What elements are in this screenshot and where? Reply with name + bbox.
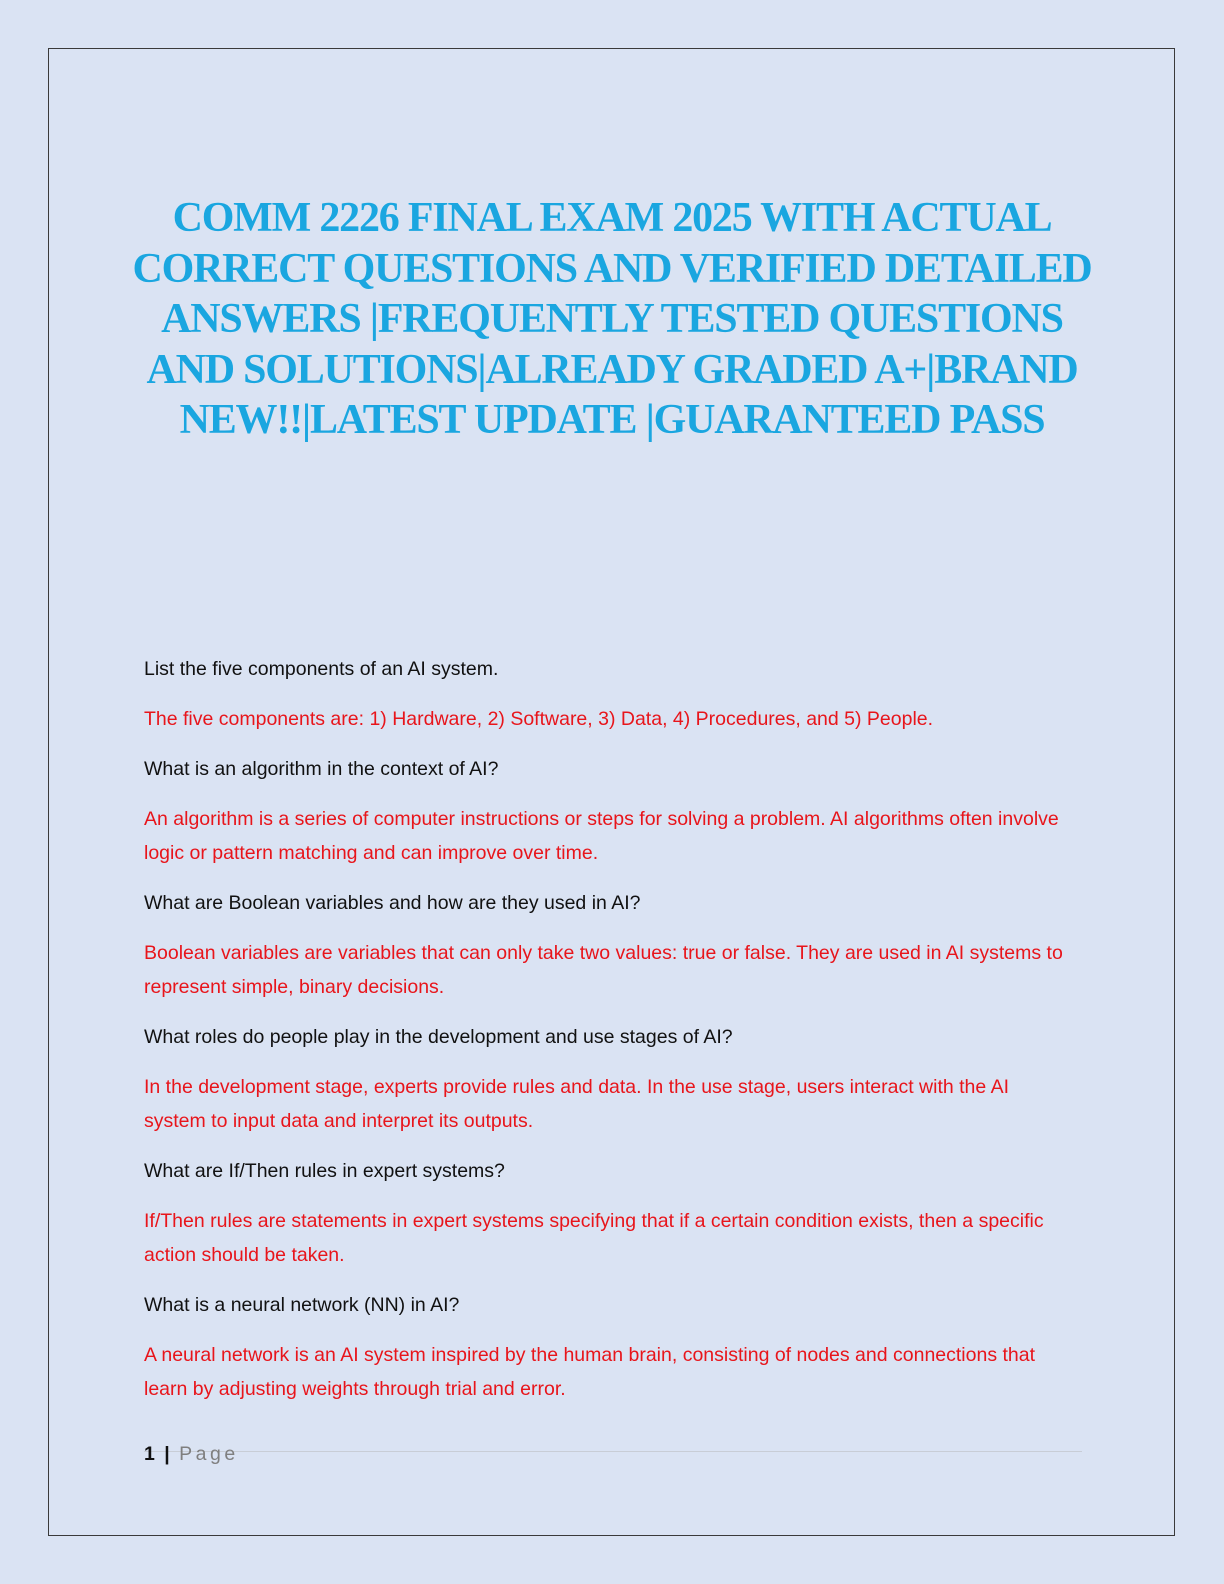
page-label: Page <box>179 1443 239 1465</box>
question-6: What is a neural network (NN) in AI? <box>144 1294 460 1316</box>
question-3: What are Boolean variables and how are they used in AI? <box>144 892 641 914</box>
question-2: What is an algorithm in the context of AI? <box>144 758 499 780</box>
answer-6: A neural network is an AI system inspired by the human brain, consisting of nodes and connections that learn by adjusting weights through trial and error. <box>144 1344 1036 1400</box>
question-1: List the five components of an AI system. <box>144 658 499 680</box>
footer-divider <box>144 1451 1082 1452</box>
answer-2: An algorithm is a series of computer instructions or steps for solving a problem. AI algorithms often involve logic or pattern matching and can improve over time. <box>144 808 1059 864</box>
qa-list <box>144 652 1074 1422</box>
question-4: What roles do people play in the development and use stages of AI? <box>144 1026 733 1048</box>
answer-3: Boolean variables are variables that can only take two values: true or false. They are used in AI systems to represent simple, binary decisions. <box>144 942 1063 998</box>
document-title: COMM 2226 FINAL EXAM 2025 WITH ACTUAL CORRECT QUESTIONS AND VERIFIED DETAILED ANSWERS |FREQUENTLY TESTED QUESTIONS AND SOLUTIONS|ALREADY GRADED A+|BRAND NEW!!|LATEST UPDATE |GUARANTEED PASS <box>132 195 1092 443</box>
page-footer <box>144 1440 239 1468</box>
page-number: 1 <box>144 1443 155 1465</box>
answer-4: In the development stage, experts provide rules and data. In the use stage, users interact with the AI system to input data and interpret its outputs. <box>144 1076 1010 1132</box>
footer-separator: | <box>164 1443 170 1465</box>
answer-5: If/Then rules are statements in expert systems specifying that if a certain condition exists, then a specific action should be taken. <box>144 1210 1044 1266</box>
question-5: What are If/Then rules in expert systems? <box>144 1160 505 1182</box>
answer-1: The five components are: 1) Hardware, 2) Software, 3) Data, 4) Procedures, and 5) People. <box>144 708 934 730</box>
